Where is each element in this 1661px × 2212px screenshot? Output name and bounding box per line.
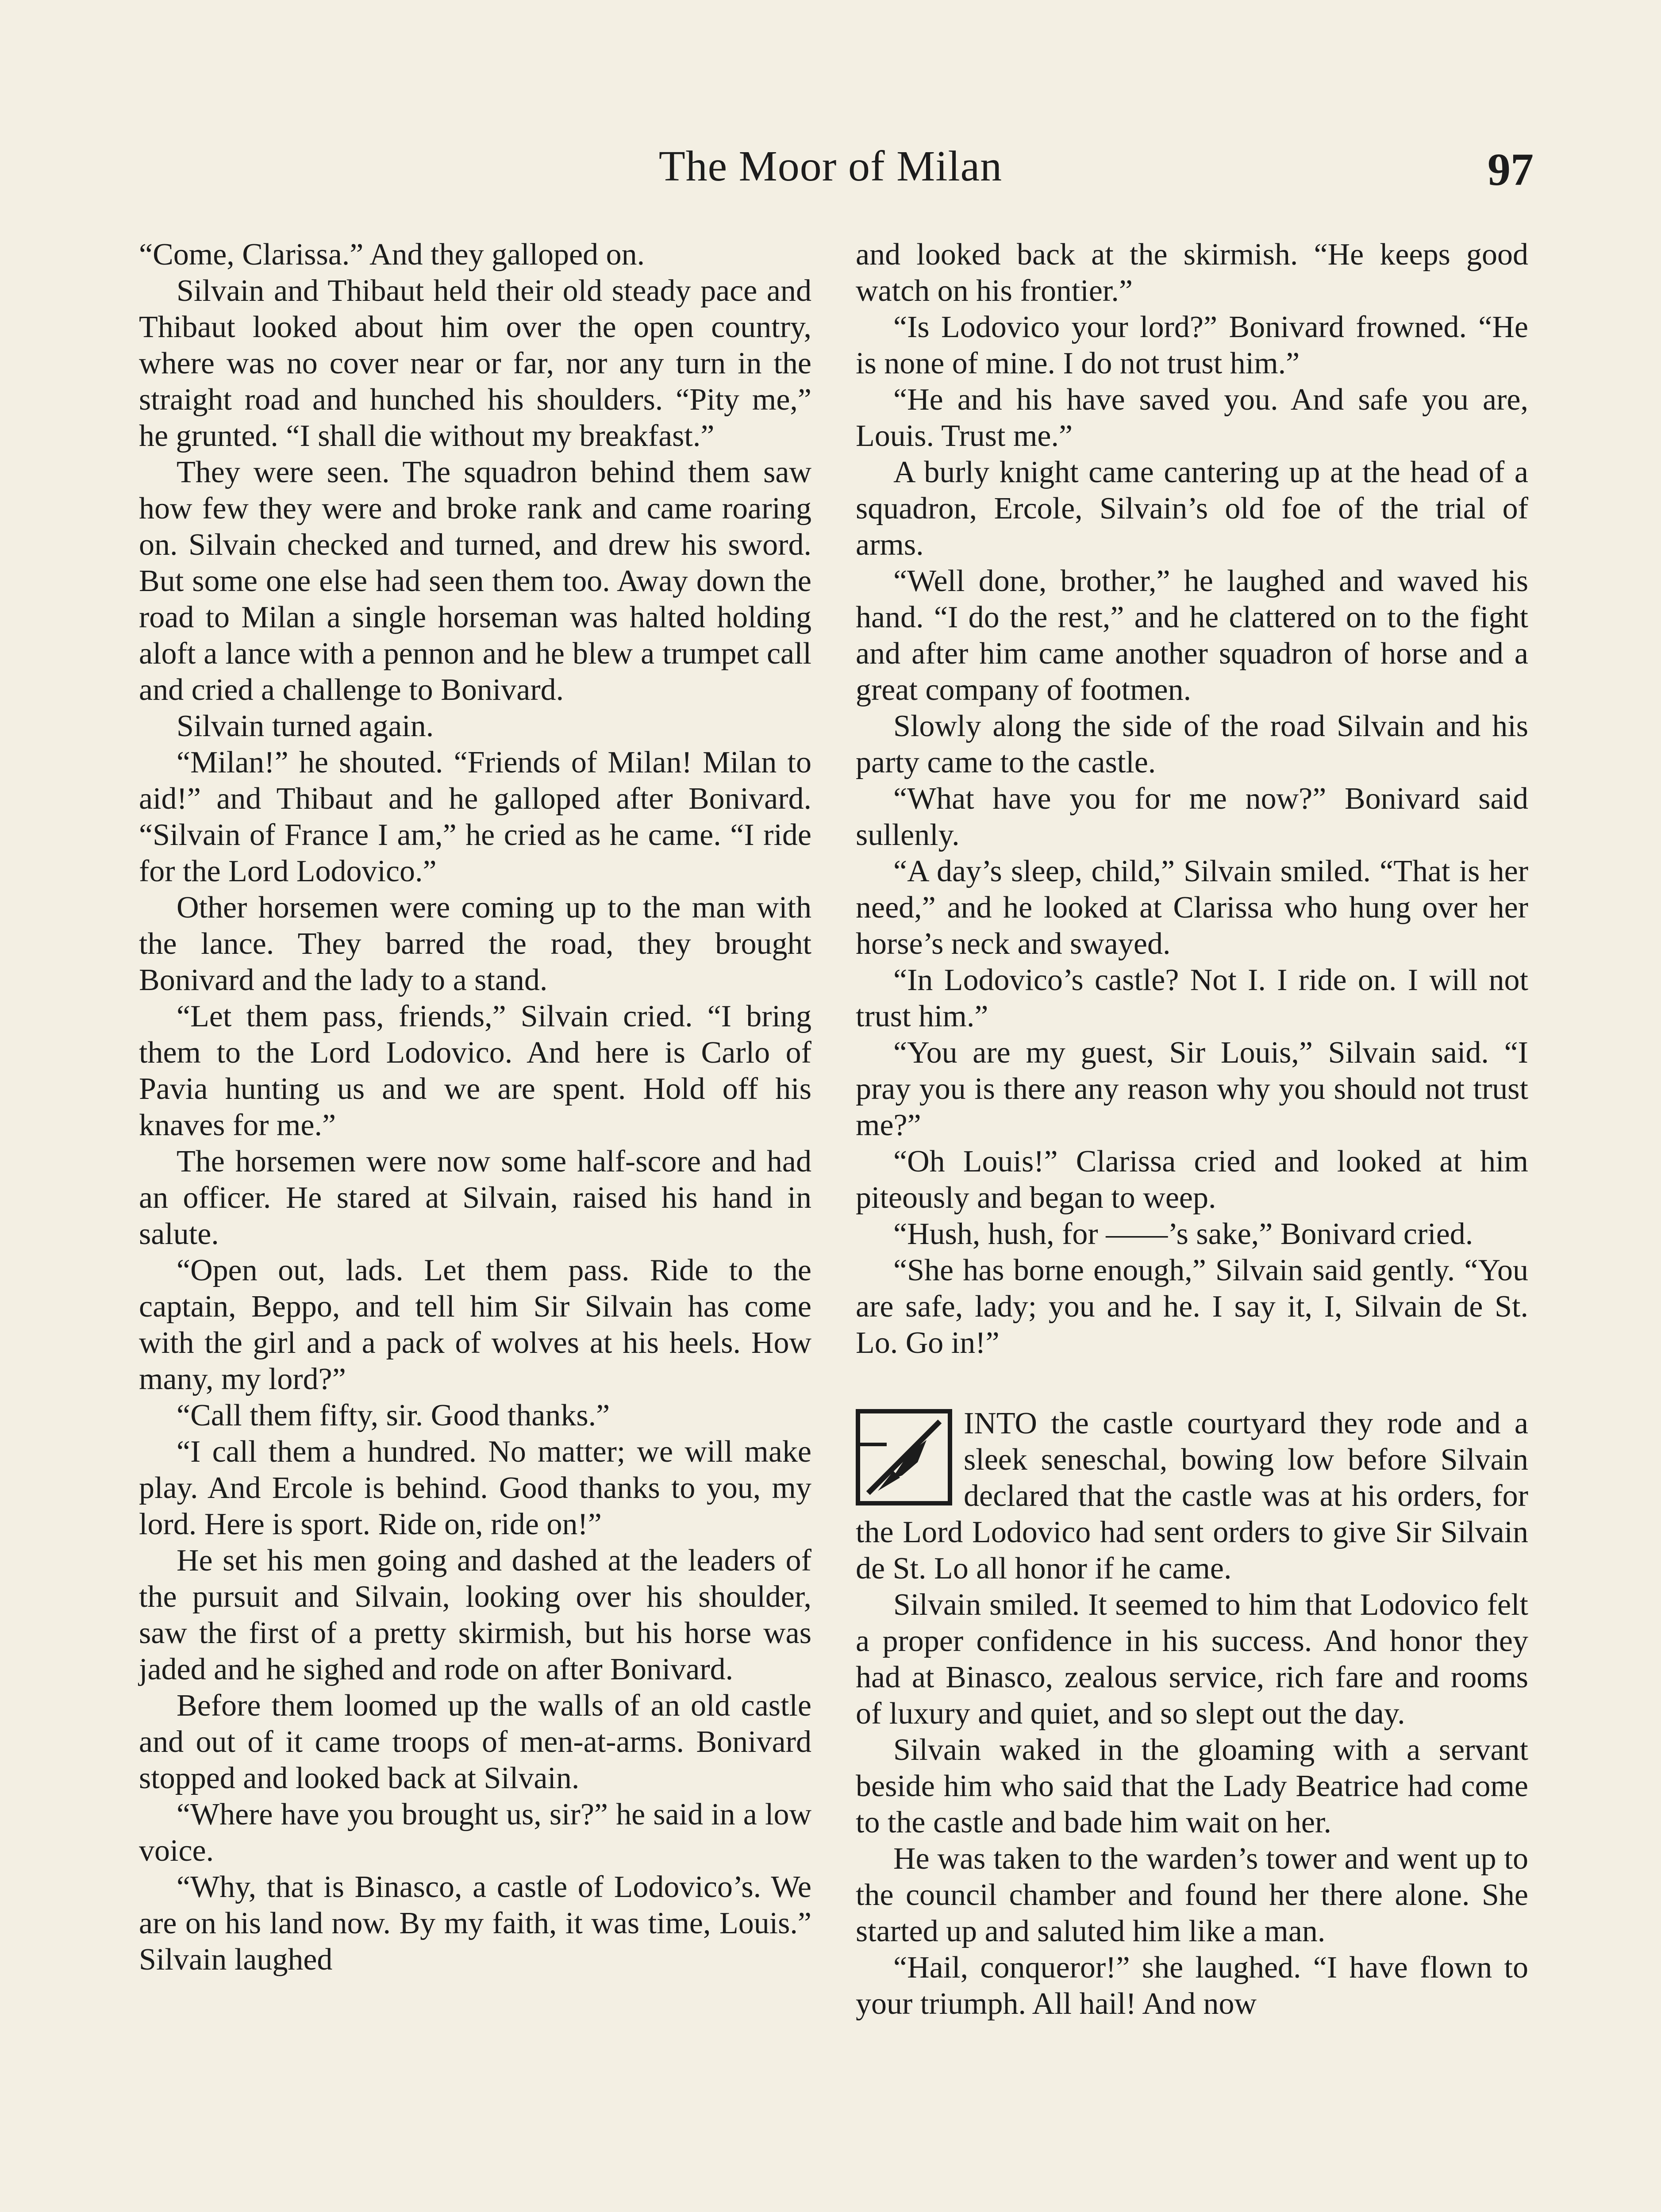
paragraph: “A day’s sleep, child,” Silvain smiled. “That is her need,” and he looked at Clarissa who hung over her horse’s neck and swayed. bbox=[856, 854, 1528, 961]
paragraph: and looked back at the skirmish. “He keeps good watch on his frontier.” bbox=[856, 238, 1528, 308]
paragraph: “You are my guest, Sir Louis,” Silvain said. “I pray you is there any reason why you should not trust me?” bbox=[856, 1036, 1528, 1142]
paragraph: “Hush, hush, for ——’s sake,” Bonivard cried. bbox=[893, 1217, 1473, 1251]
running-head bbox=[0, 142, 1661, 195]
paragraph: “Why, that is Binasco, a castle of Lodovico’s. We are on his land now. By my faith, it was time, Louis.” Silvain laughed bbox=[139, 1870, 811, 1977]
paragraph: “Let them pass, friends,” Silvain cried. “I bring them to the Lord Lodovico. And here is Carlo of Pavia hunting us and we are spent. Hold off his knaves for me.” bbox=[139, 999, 811, 1142]
paragraph: A burly knight came cantering up at the head of a squadron, Ercole, Silvain’s old foe of the trial of arms. bbox=[856, 455, 1528, 562]
paragraph: “Oh Louis!” Clarissa cried and looked at him piteously and began to weep. bbox=[856, 1144, 1528, 1215]
paragraph: “Open out, lads. Let them pass. Ride to the captain, Beppo, and tell him Sir Silvain has come with the girl and a pack of wolves at his heels. How many, my lord?” bbox=[139, 1253, 811, 1396]
paragraph: “Milan!” he shouted. “Friends of Milan! Milan to aid!” and Thibaut and he galloped after Bonivard. “Silvain of France I am,” he cried as he came. “I ride for the Lord Lodovico.” bbox=[139, 745, 811, 888]
paragraph: “Call them fifty, sir. Good thanks.” bbox=[177, 1398, 610, 1432]
paragraph: Silvain smiled. It seemed to him that Lodovico felt a proper confidence in his success. And honor they had at Binasco, zealous service, rich fare and rooms of luxury and quiet, and so slept out the day. bbox=[856, 1588, 1528, 1731]
paragraph: “He and his have saved you. And safe you are, Louis. Trust me.” bbox=[856, 383, 1528, 453]
paragraph: The horsemen were now some half-score and had an officer. He stared at Silvain, raised his hand in salute. bbox=[139, 1144, 811, 1251]
paragraph: He set his men going and dashed at the leaders of the pursuit and Silvain, looking over his shoulder, saw the first of a pretty skirmish, but his horse was jaded and he sighed and rode on after Bonivard. bbox=[139, 1544, 811, 1686]
dropcap-text: INTO the castle courtyard they rode and a sleek seneschal, bowing low before Silvain declared that the castle was at his orders, for the Lord Lodovico had sent orders to give Sir Silvain de St. Lo all honor if he came. bbox=[856, 1406, 1528, 1586]
paragraph: “I call them a hundred. No matter; we will make play. And Ercole is behind. Good thanks to you, my lord. Here is sport. Ride on, ride on!” bbox=[139, 1435, 811, 1541]
dropcap-paragraph bbox=[856, 1406, 1528, 1587]
paragraph: Other horsemen were coming up to the man with the lance. They barred the road, they brought Bonivard and the lady to a stand. bbox=[139, 891, 811, 997]
paragraph: “In Lodovico’s castle? Not I. I ride on. I will not trust him.” bbox=[856, 963, 1528, 1033]
page-number: 97 bbox=[1488, 144, 1534, 195]
paragraph: “Well done, brother,” he laughed and waved his hand. “I do the rest,” and he clattered on to the fight and after him came another squadron of horse and a great company of footmen. bbox=[856, 564, 1528, 707]
right-column bbox=[856, 237, 1528, 2022]
paragraph: “Come, Clarissa.” And they galloped on. bbox=[139, 238, 645, 272]
paragraph: Slowly along the side of the road Silvain and his party came to the castle. bbox=[856, 709, 1528, 780]
paragraph: “What have you for me now?” Bonivard said sullenly. bbox=[856, 782, 1528, 852]
paragraph: Silvain turned again. bbox=[177, 709, 434, 743]
paragraph: “Hail, conqueror!” she laughed. “I have flown to your triumph. All hail! And now bbox=[856, 1951, 1528, 2021]
left-column bbox=[139, 237, 811, 1978]
paragraph: They were seen. The squadron behind them saw how few they were and broke rank and came roaring on. Silvain checked and turned, and drew his sword. But some one else had seen them too. Away down the road to Milan a single horseman was halted holding aloft a lance with a pennon and he blew a trumpet call and cried a challenge to Bonivard. bbox=[139, 455, 811, 707]
paragraph: “Is Lodovico your lord?” Bonivard frowned. “He is none of mine. I do not trust him.” bbox=[856, 310, 1528, 380]
section-break bbox=[856, 1361, 1528, 1406]
paragraph: Silvain and Thibaut held their old steady pace and Thibaut looked about him over the open country, where was no cover near or far, nor any turn in the straight road and hunched his shoulders. “Pity me,” he grunted. “I shall die without my breakfast.” bbox=[139, 274, 811, 453]
paragraph: “Where have you brought us, sir?” he said in a low voice. bbox=[139, 1797, 811, 1868]
paragraph: Silvain waked in the gloaming with a servant beside him who said that the Lady Beatrice had come to the castle and bade him wait on her. bbox=[856, 1733, 1528, 1839]
running-title: The Moor of Milan bbox=[658, 142, 1003, 190]
paragraph: Before them loomed up the walls of an old castle and out of it came troops of men-at-arms. Bonivard stopped and looked back at Silvain. bbox=[139, 1689, 811, 1795]
paragraph: He was taken to the warden’s tower and went up to the council chamber and found her there alone. She started up and saluted him like a man. bbox=[856, 1842, 1528, 1948]
paragraph: “She has borne enough,” Silvain said gently. “You are safe, lady; you and he. I say it, I, Silvain de St. Lo. Go in!” bbox=[856, 1253, 1528, 1360]
decorative-dropcap-icon bbox=[856, 1409, 952, 1505]
